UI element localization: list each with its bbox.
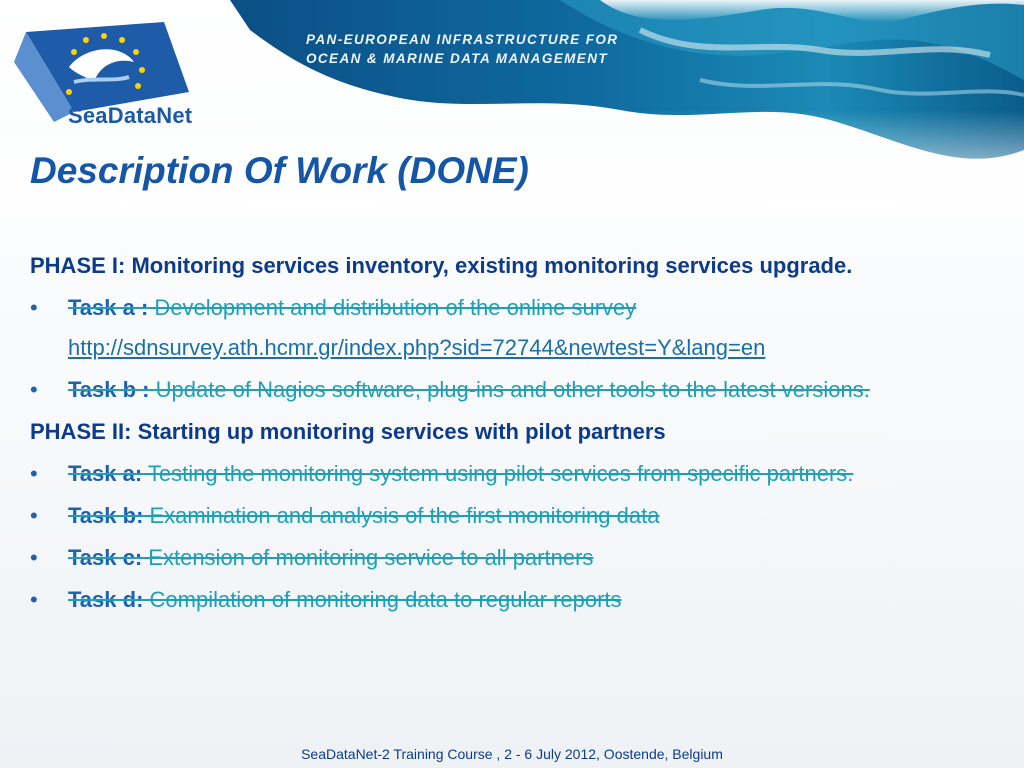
slide-content [30, 250, 995, 626]
task-label: Task b : [68, 377, 150, 402]
phase-1-task-b [30, 374, 995, 406]
task-text: Update of Nagios software, plug-ins and other tools to the latest versions. [149, 377, 870, 402]
survey-link[interactable]: http://sdnsurvey.ath.hcmr.gr/index.php?sid=72744&newtest=Y&lang=en [68, 335, 766, 360]
task-text: Testing the monitoring system using pilot services from specific partners. [142, 461, 854, 486]
footer: SeaDataNet-2 Training Course , 2 - 6 July 2012, Oostende, Belgium [301, 746, 723, 762]
bullet-icon: • [30, 587, 38, 612]
bullet-icon: • [30, 377, 38, 402]
task-text: Examination and analysis of the first monitoring data [143, 503, 660, 528]
phase-2-heading: PHASE II: Starting up monitoring services with pilot partners [30, 419, 666, 444]
phase-2-task-b [30, 500, 995, 532]
bullet-icon: • [30, 295, 38, 320]
phase-1-task-a [30, 292, 995, 324]
brand-name: SeaDataNet [68, 103, 193, 128]
task-text: Development and distribution of the online survey [148, 295, 637, 320]
phase-2-task-d [30, 584, 995, 616]
bullet-icon: • [30, 461, 38, 486]
phase-2-task-c [30, 542, 995, 574]
bullet-icon: • [30, 545, 38, 570]
task-text: Compilation of monitoring data to regular reports [143, 587, 622, 612]
phase-1-heading: PHASE I: Monitoring services inventory, existing monitoring services upgrade. [30, 253, 853, 278]
task-label: Task b: [68, 503, 144, 528]
page-title: Description Of Work (DONE) [30, 150, 529, 191]
task-text: Extension of monitoring service to all partners [142, 545, 594, 570]
phase-2-task-a [30, 458, 995, 490]
task-label: Task a: [68, 461, 143, 486]
task-label: Task a : [68, 295, 149, 320]
banner-tagline: PAN-EUROPEAN INFRASTRUCTURE FOR OCEAN & MARINE DATA MANAGEMENT [306, 32, 619, 66]
task-label: Task c: [68, 545, 143, 570]
task-label: Task d: [68, 587, 144, 612]
bullet-icon: • [30, 503, 38, 528]
